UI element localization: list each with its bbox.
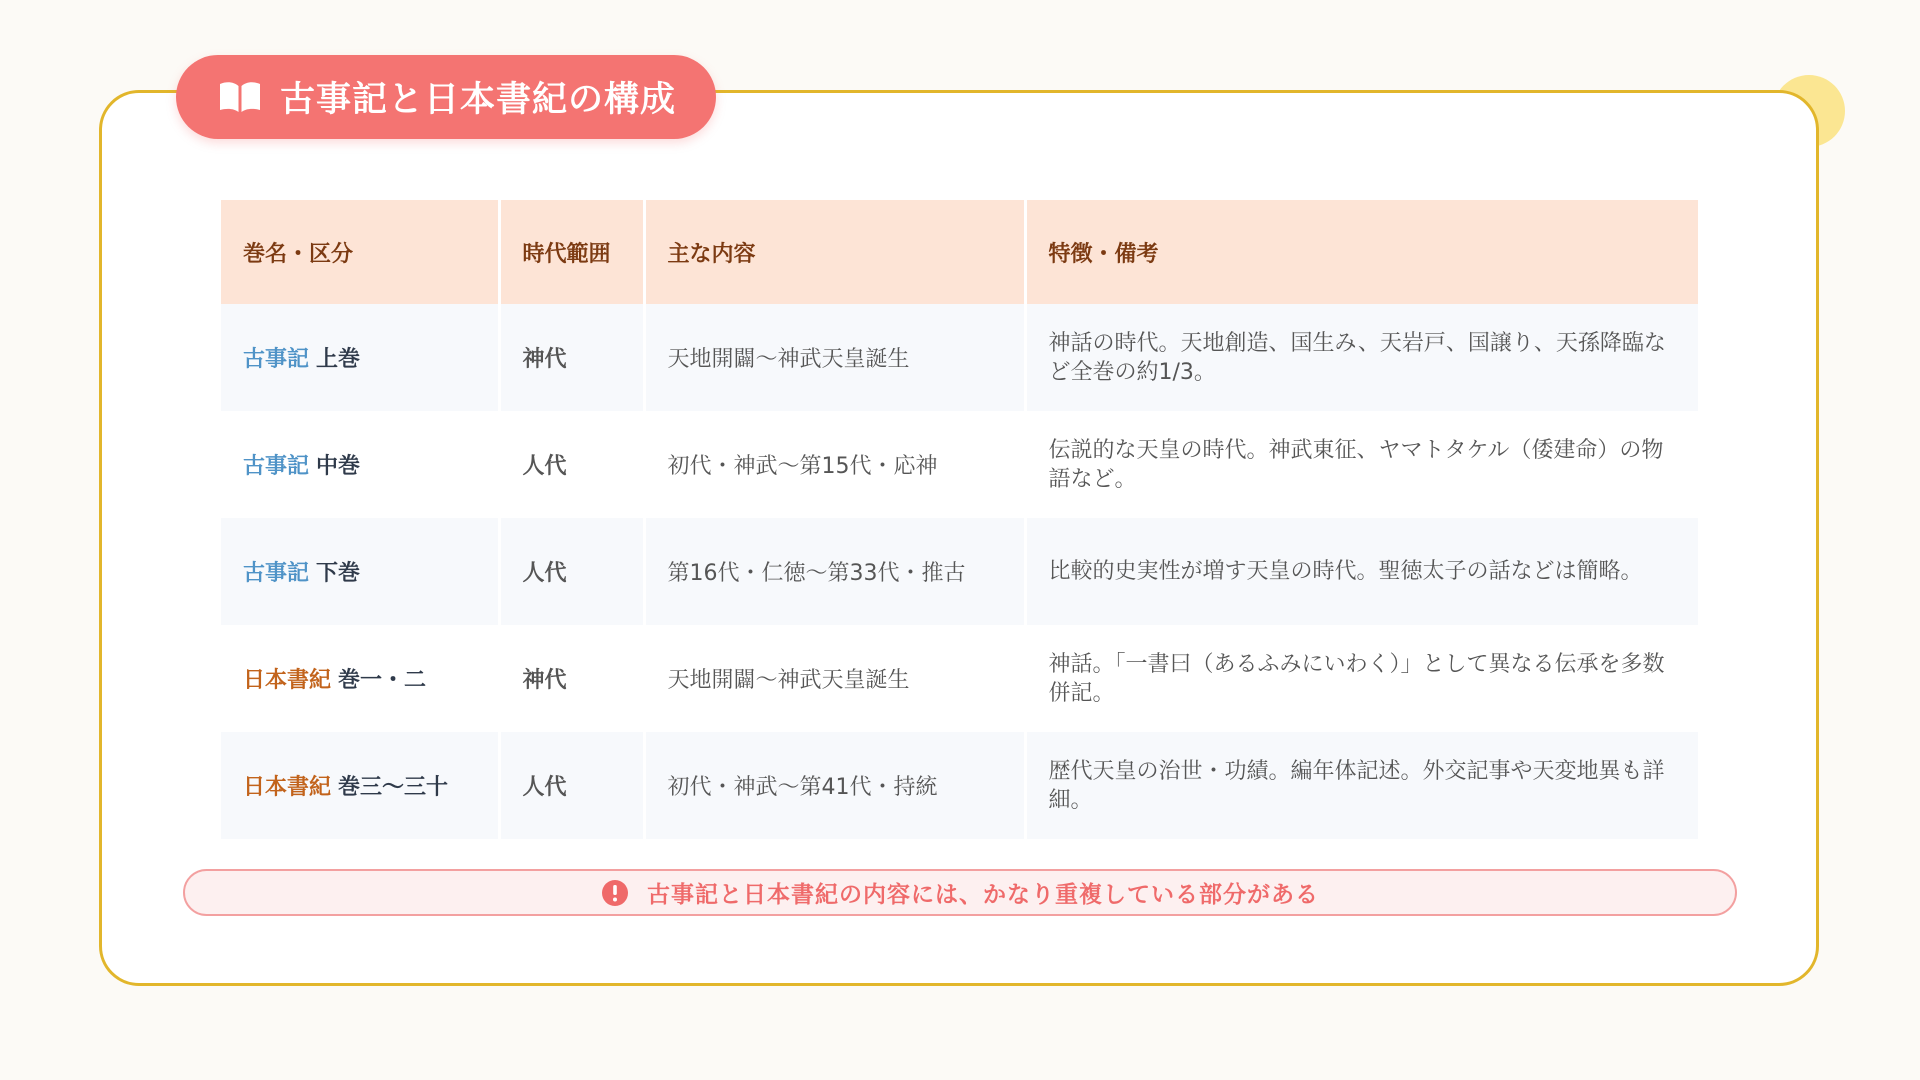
notes-cell: 神話。「一書曰（あるふみにいわく）」として異なる伝承を多数併記。 [1025, 625, 1698, 732]
table-row [221, 518, 1698, 625]
note-text: 古事記と日本書紀の内容には、かなり重複している部分がある [647, 882, 1319, 908]
notes-cell: 伝説的な天皇の時代。神武東征、ヤマトタケル（倭建命）の物語など。 [1025, 411, 1698, 518]
note-banner [183, 869, 1737, 916]
notes-cell: 歴代天皇の治世・功績。編年体記述。外交記事や天変地異も詳細。 [1025, 732, 1698, 839]
content-cell: 天地開闢〜神武天皇誕生 [644, 304, 1025, 411]
table-header-row [221, 200, 1698, 304]
content-cell: 初代・神武〜第41代・持統 [644, 732, 1025, 839]
header-content: 主な内容 [644, 200, 1025, 304]
volume-name: 中巻 [316, 454, 361, 479]
volume-name: 上巻 [316, 347, 361, 372]
source-name: 日本書紀 [243, 775, 332, 800]
content-cell: 第16代・仁徳〜第33代・推古 [644, 518, 1025, 625]
notes-cell: 比較的史実性が増す天皇の時代。聖徳太子の話などは簡略。 [1025, 518, 1698, 625]
era-cell: 人代 [499, 732, 644, 839]
table-row [221, 411, 1698, 518]
source-name: 古事記 [243, 561, 310, 586]
volume-cell [221, 304, 499, 411]
volume-cell [221, 732, 499, 839]
table-row [221, 304, 1698, 411]
content-cell: 初代・神武〜第15代・応神 [644, 411, 1025, 518]
volume-cell [221, 411, 499, 518]
content-cell: 天地開闢〜神武天皇誕生 [644, 625, 1025, 732]
era-cell: 人代 [499, 411, 644, 518]
page-title: 古事記と日本書紀の構成 [280, 80, 677, 120]
title-badge [176, 55, 716, 139]
source-name: 日本書紀 [243, 668, 332, 693]
volume-cell [221, 625, 499, 732]
exclamation-circle-icon [601, 879, 629, 907]
structure-table [221, 200, 1698, 839]
era-cell: 人代 [499, 518, 644, 625]
source-name: 古事記 [243, 454, 310, 479]
notes-cell: 神話の時代。天地創造、国生み、天岩戸、国譲り、天孫降臨など全巻の約1/3。 [1025, 304, 1698, 411]
volume-name: 巻一・二 [338, 668, 427, 693]
era-cell: 神代 [499, 625, 644, 732]
table-row [221, 732, 1698, 839]
open-book-icon [218, 80, 262, 114]
volume-name: 巻三〜三十 [338, 775, 449, 800]
table-row [221, 625, 1698, 732]
header-notes: 特徴・備考 [1025, 200, 1698, 304]
volume-name: 下巻 [316, 561, 361, 586]
era-cell: 神代 [499, 304, 644, 411]
header-volume: 巻名・区分 [221, 200, 499, 304]
volume-cell [221, 518, 499, 625]
source-name: 古事記 [243, 347, 310, 372]
header-era: 時代範囲 [499, 200, 644, 304]
